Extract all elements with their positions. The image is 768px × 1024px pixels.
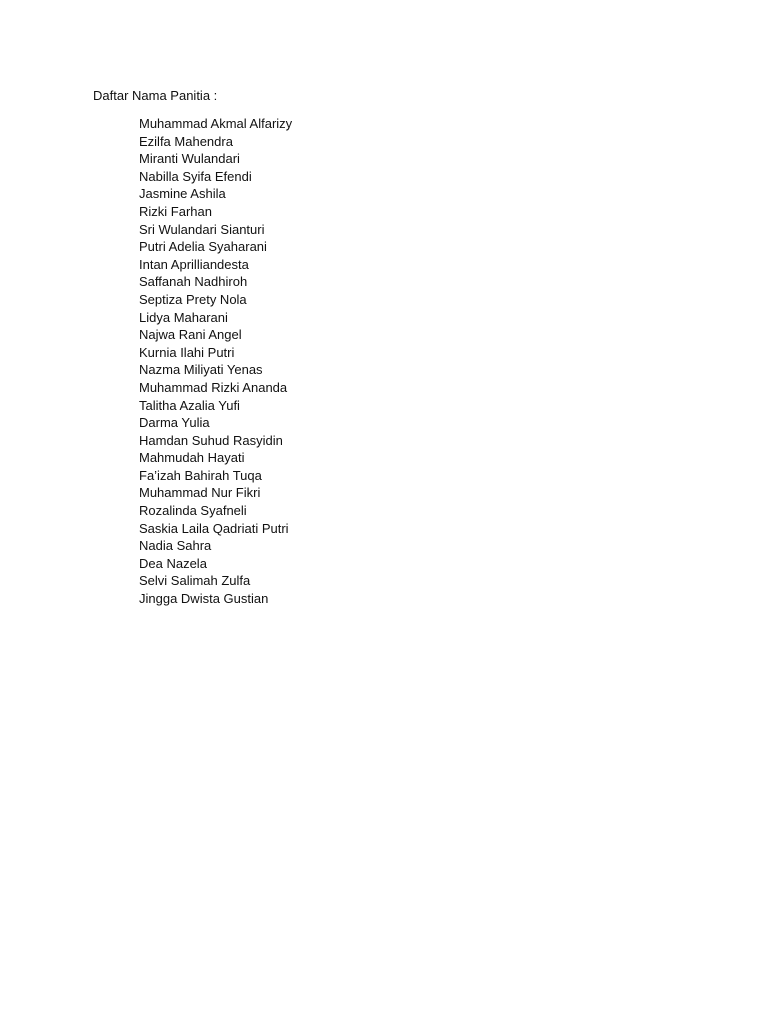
list-item-name: Rozalinda Syafneli bbox=[139, 503, 247, 519]
list-item-name: Mahmudah Hayati bbox=[139, 450, 245, 466]
list-item-name: Putri Adelia Syaharani bbox=[139, 239, 267, 255]
list-item-name: Najwa Rani Angel bbox=[139, 327, 242, 343]
list-item-name: Talitha Azalia Yufi bbox=[139, 397, 240, 413]
list-item-name: Rizki Farhan bbox=[139, 203, 212, 219]
list-item-name: Saskia Laila Qadriati Putri bbox=[139, 520, 289, 536]
list-item-name: Kurnia Ilahi Putri bbox=[139, 344, 235, 360]
list-item-name: Muhammad Nur Fikri bbox=[139, 485, 261, 501]
list-item-name: Intan Aprilliandesta bbox=[139, 256, 249, 272]
list-item-name: Fa’izah Bahirah Tuqa bbox=[139, 467, 262, 483]
list-item-name: Ezilfa Mahendra bbox=[139, 133, 233, 149]
list-item-name: Nabilla Syifa Efendi bbox=[139, 168, 252, 184]
list-item-name: Darma Yulia bbox=[139, 415, 210, 431]
list-item-name: Hamdan Suhud Rasyidin bbox=[139, 432, 283, 448]
list-heading: Daftar Nama Panitia : bbox=[93, 88, 218, 103]
list-item-name: Jingga Dwista Gustian bbox=[139, 591, 269, 607]
list-item-name: Selvi Salimah Zulfa bbox=[139, 573, 251, 589]
list-item-name: Nazma Miliyati Yenas bbox=[139, 362, 263, 378]
list-item-name: Dea Nazela bbox=[139, 555, 207, 571]
list-item-name: Lidya Maharani bbox=[139, 309, 228, 325]
list-item-name: Septiza Prety Nola bbox=[139, 291, 247, 307]
list-item-name: Muhammad Rizki Ananda bbox=[139, 379, 288, 395]
list-item-name: Sri Wulandari Sianturi bbox=[139, 221, 265, 237]
list-item-name: Muhammad Akmal Alfarizy bbox=[139, 116, 293, 131]
list-item-name: Saffanah Nadhiroh bbox=[139, 274, 248, 290]
list-item-name: Jasmine Ashila bbox=[139, 186, 226, 202]
list-item-name: Nadia Sahra bbox=[139, 538, 212, 554]
list-item-name: Miranti Wulandari bbox=[139, 151, 240, 167]
